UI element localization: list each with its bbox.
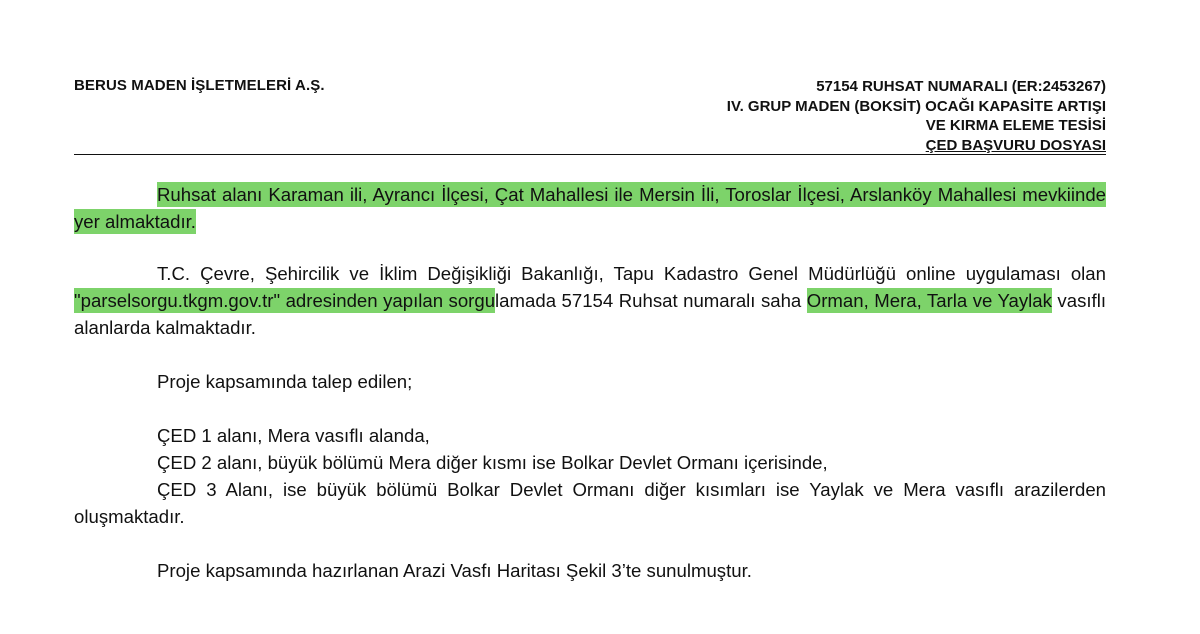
paragraph-requested: Proje kapsamında talep edilen;	[157, 371, 413, 392]
document-header	[74, 72, 1106, 155]
title-line-3: VE KIRMA ELEME TESİSİ	[925, 117, 1106, 134]
document-page	[74, 72, 1106, 584]
paragraph-map-reference: Proje kapsamında hazırlanan Arazi Vasfı Haritası Şekil 3’te sunulmuştur.	[157, 560, 752, 581]
highlight-parcel-query: "parselsorgu.tkgm.gov.tr" adresinden yapılan sorgu	[74, 290, 496, 311]
document-body	[74, 181, 1106, 584]
ced-areas-list	[74, 422, 1106, 530]
parcel-text-c: vasıflı alanlarda kalmaktadır.	[74, 290, 1106, 338]
paragraph-location	[74, 181, 1106, 235]
ced-area-2: ÇED 2 alanı, büyük bölümü Mera diğer kısmı ise Bolkar Devlet Ormanı içerisinde,	[157, 452, 828, 473]
ced-area-1: ÇED 1 alanı, Mera vasıflı alanda,	[157, 425, 430, 446]
highlight-location: Ruhsat alanı Karaman ili, Ayrancı İlçesi, Çat Mahallesi ile Mersin İli, Toroslar İlçesi, Arslanköy Mahallesi mevkiinde yer almaktadır.	[74, 184, 1106, 232]
document-title	[727, 77, 1106, 155]
ced-area-3: ÇED 3 Alanı, ise büyük bölümü Bolkar Devlet Ormanı diğer kısımları ise Yaylak ve Mera vasıflı arazilerden oluşmaktadır.	[74, 479, 1106, 527]
title-line-1: 57154 RUHSAT NUMARALI (ER:2453267)	[816, 78, 1106, 95]
highlight-land-types: Orman, Mera, Tarla ve Yaylak	[806, 290, 1052, 311]
parcel-text-b: lamada 57154 Ruhsat numaralı saha	[495, 290, 807, 311]
title-line-4: ÇED BAŞVURU DOSYASI	[925, 136, 1106, 154]
parcel-text-a: T.C. Çevre, Şehircilik ve İklim Değişikliği Bakanlığı, Tapu Kadastro Genel Müdürlüğü online uygulaması olan	[157, 263, 1106, 284]
company-name: BERUS MADEN İŞLETMELERİ A.Ş.	[74, 77, 325, 94]
paragraph-parcel-query	[74, 260, 1106, 341]
title-line-2: IV. GRUP MADEN (BOKSİT) OCAĞI KAPASİTE ARTIŞI	[726, 97, 1106, 115]
